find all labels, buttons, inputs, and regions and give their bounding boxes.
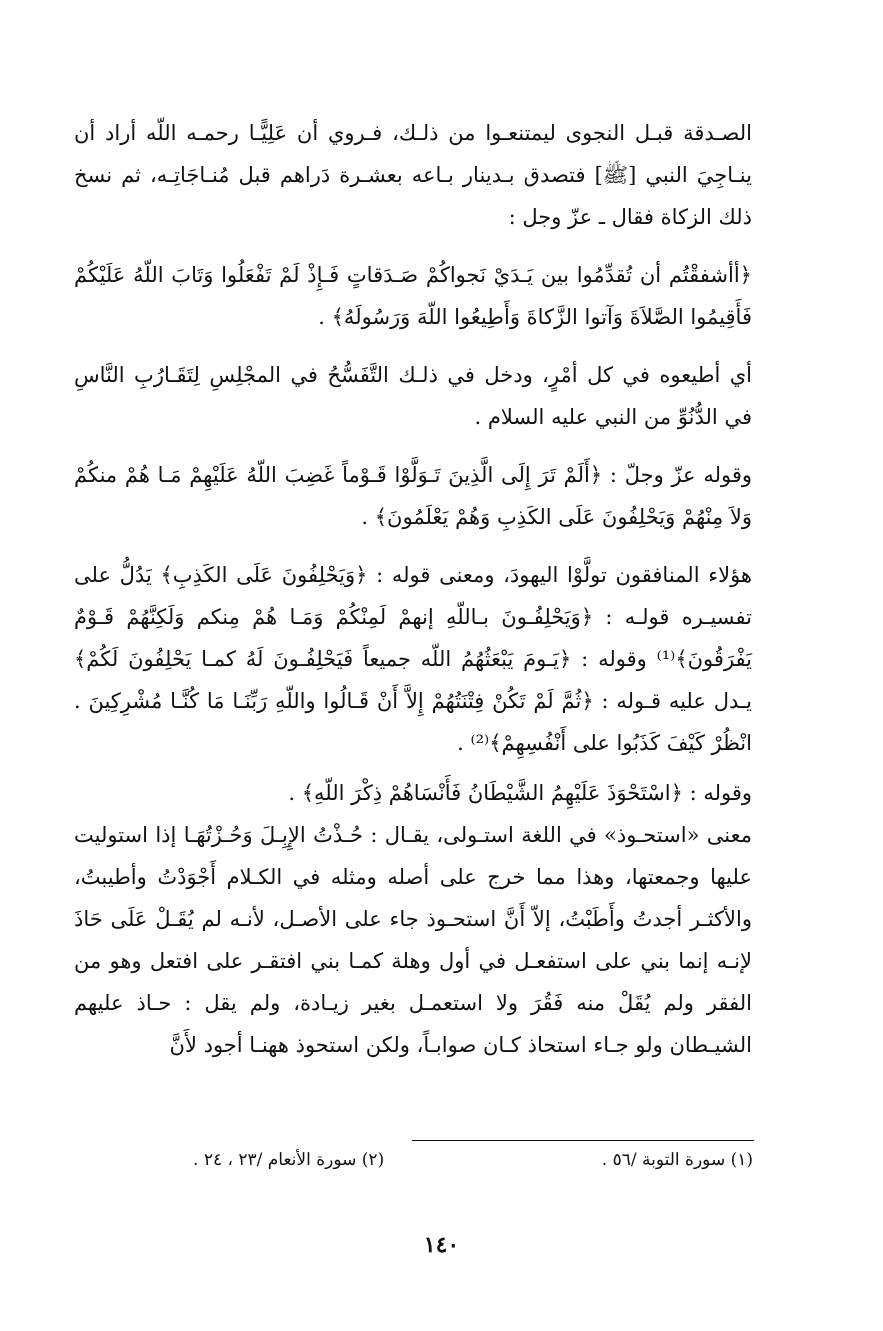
paragraph-6: معنى «استحـوذ» في اللغة استـولى، يقـال : حُـذْتُ الإِبِـلَ وَحُـزْتُهَـا إذا استوليت عليها وجمعتها، وهذا مما خرج على أصله ومثله في الكـلام أَجْوَدْتُ وأطيبتُ، والأكثـر أجدتُ وأَطَبْتُ، إلاّ أَنَّ استحـوذ جاء على الأصـل، لأنـه لم يُقَـلْ عَلَى حَاذَ لإنـه إنما بني على استفعـل في أول وهلة كمـا بني افتقـر على افتعل وهو من الفقر ولم يُقَلْ منه فَقُرَ ولا استعمـل بغير زيـادة، ولم يقل : حـاذ عليهم الشيـطان ولو جـاء استحاذ كـان صوابـاً، ولكن استحوذ ههنـا أجود لأَنَّ [74,823,752,1057]
paragraph-2: أي أطيعوه في كل أمْرٍ، ودخل في ذلـك التَّفَسُّحُ في المجْلِسِ لِتَقَـارُبِ النَّاسِ في الدُّنُوِّ من النبي عليه السلام . [74,363,752,429]
footnote-divider [412,1140,754,1141]
footnotes [193,1150,753,1170]
paragraph-1: الصـدقة قبـل النجوى ليمتنعـوا من ذلـك، فـروي أن عَلِيًّـا رحمـه اللّه أراد أن ينـاجِيَ النبي [ﷺ] فتصدق بـدينار بـاعه بعشـرة دَراهم قبل مُنـاجَاتِـه، ثم نسخ ذلك الزكاة فقال ـ عزّ وجل : [74,121,752,229]
footnote-2: (٢) سورة الأنعام /٢٣ ، ٢٤ . [193,1150,385,1170]
page-number: ١٤٠ [423,1232,460,1258]
paragraph-5: وقوله : ﴿اسْتَحْوَذَ عَلَيْهِمُ الشَّيْطَانُ فَأَنْسَاهُمْ ذِكْرَ اللّهِ﴾ . [288,781,752,805]
quran-verse-1: ﴿أأشفقْتُم أن تُقدِّمُوا بين يَـدَيْ نَجواكُمْ صَـدَقاتٍ فَـإِذْ لَمْ تَفْعَلُوا وَتَابَ اللّهُ عَلَيْكُمْ فَأَقِيمُوا الصَّلاَةَ وَآتوا الزَّكاةَ وَأَطِيعُوا اللّهَ وَرَسُولَهُ﴾ . [74,263,752,329]
paragraph-4: هؤلاء المنافقون تولَّوْا اليهودَ، ومعنى قوله : ﴿وَيَحْلِفُونَ عَلَى الكَذِبِ﴾ يَدُلُّ على تفسيـره قولـه : ﴿وَيَحْلِفُـونَ بـاللّهِ إنهمْ لَمِنْكُمْ وَمَـا هُمْ مِنكم وَلَكِنَّهُمْ قَـوْمٌ يَفْرَقُونَ﴾⁽¹⁾ وقوله : ﴿يَـومَ يَبْعَثُهُمُ اللّه جميعاً فَيَحْلِفُـونَ لَهُ كمـا يَحْلِفُونَ لَكُمْ﴾ يـدل عليه قـوله : ﴿ثُمَّ لَمْ تَكُنْ فِتْنَتُهُمْ إِلاَّ أَنْ قَـالُوا واللّهِ رَبِّنَـا مَا كُنَّـا مُشْرِكِينَ . انْظُرْ كَيْفَ كَذَبُوا على أَنْفُسِهِمْ﴾⁽²⁾ . [74,563,752,755]
body-text [74,112,752,1066]
paragraph-3: وقوله عزّ وجلّ : ﴿أَلَمْ تَرَ إِلَى الَّذِينَ تَـوَلَّوْا قَـوْماً غَضِبَ اللّهُ عَلَيْهِمْ مَـا هُمْ منكُمْ وَلاَ مِنْهُمْ وَيَحْلِفُونَ عَلَى الكَذِبِ وَهُمْ يَعْلَمُونَ﴾ . [74,463,752,529]
footnote-1: (١) سورة التوبة /٥٦ . [601,1150,753,1170]
